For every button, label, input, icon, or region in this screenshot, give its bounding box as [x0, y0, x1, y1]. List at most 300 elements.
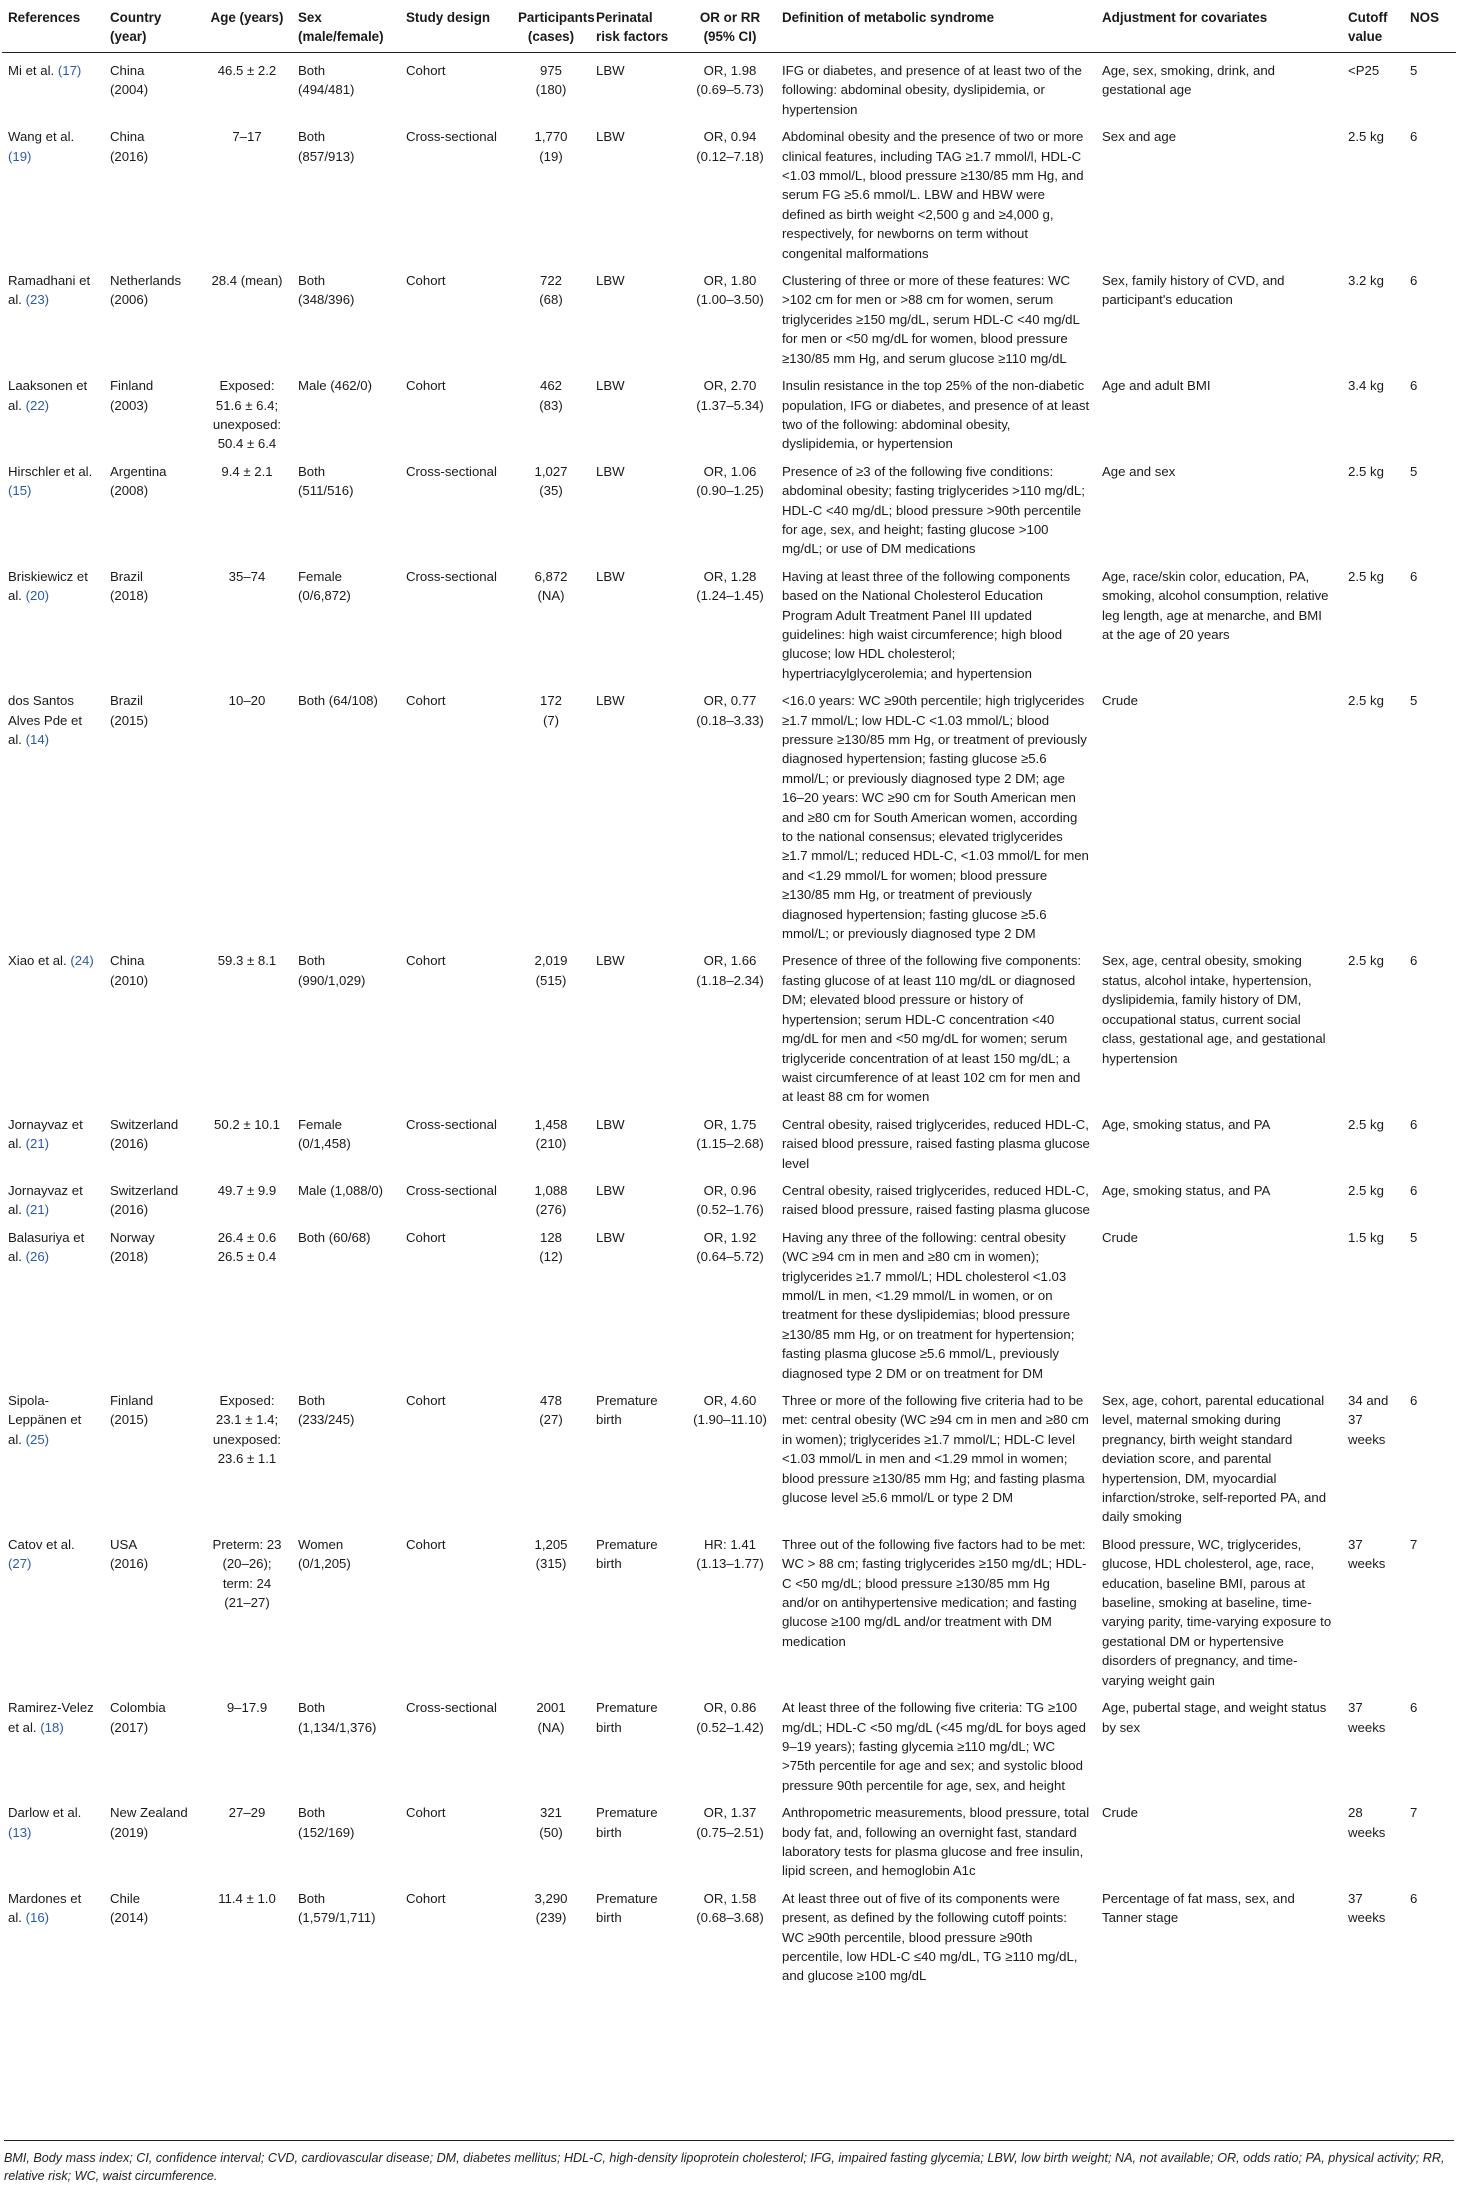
cell-reference — [2, 119, 104, 263]
risk-value: LBW — [596, 378, 625, 394]
cell-reference — [2, 683, 104, 943]
cell-nos — [1404, 1383, 1456, 1527]
nos-value: 6 — [1410, 378, 1418, 394]
participants-value: 975 — [539, 63, 562, 78]
cell-or — [684, 1690, 776, 1795]
header-sex: Sex (male/female) — [292, 0, 400, 53]
country-year: (2006) — [110, 292, 149, 308]
reference-citation-link: (17) — [57, 63, 82, 78]
country-year: (2003) — [110, 397, 149, 413]
adjustment-text: Sex, age, central obesity, smoking status, alcohol intake, hypertension, dyslipidemia, family history of DM, occupational status, current social class, gestational age, and gestational hypertension — [1102, 953, 1326, 1066]
header-risk-factors: Perinatal risk factors — [590, 0, 684, 53]
cutoff-value: 1.5 kg — [1348, 1229, 1384, 1245]
nos-value: 6 — [1410, 1700, 1418, 1716]
cell-or — [684, 454, 776, 559]
reference-citation-link: (15) — [8, 483, 32, 499]
cell-definition — [776, 943, 1096, 1106]
reference-name: Hirschler et al. — [8, 463, 93, 479]
or-value: HR: 1.41 — [703, 1536, 757, 1552]
cell-risk — [590, 1690, 684, 1795]
cell-nos — [1404, 943, 1456, 1106]
sex-value: Both — [298, 1393, 326, 1408]
nos-value: 7 — [1410, 1536, 1418, 1552]
cell-sex — [292, 1383, 400, 1527]
cell-age — [202, 559, 292, 683]
cell-design — [400, 1173, 512, 1220]
sex-count: (857/913) — [298, 148, 355, 164]
definition-text: IFG or diabetes, and presence of at least two of the following: abdominal obesity, dyslipidemia, or hypertension — [782, 63, 1082, 117]
cell-participants — [512, 559, 590, 683]
design-value: Cohort — [406, 63, 446, 78]
cell-sex — [292, 683, 400, 943]
cell-sex — [292, 1690, 400, 1795]
cases-value: (12) — [539, 1249, 563, 1265]
country-name: Chile — [110, 1890, 141, 1906]
sex-value: Both — [298, 1805, 326, 1821]
design-value: Cohort — [406, 378, 446, 394]
or-value: OR, 1.06 — [703, 463, 757, 479]
header-cutoff: Cutoff value — [1342, 0, 1404, 53]
table-row — [2, 1107, 1456, 1173]
design-value: Cohort — [406, 953, 446, 969]
country-year: (2018) — [110, 1249, 149, 1265]
design-value: Cross-sectional — [406, 1116, 497, 1132]
cell-adjustment — [1096, 119, 1342, 263]
cases-value: (83) — [539, 397, 563, 413]
cell-country — [104, 53, 202, 120]
reference-name: Sipola-Leppänen et al. — [8, 1393, 82, 1447]
reference-citation-link: (20) — [25, 588, 50, 604]
participants-value: 128 — [539, 1229, 562, 1245]
reference-name: Jornayvaz et al. — [8, 1182, 83, 1218]
cell-risk — [590, 1527, 684, 1690]
cell-definition — [776, 368, 1096, 454]
cell-country — [104, 1173, 202, 1220]
country-name: Brazil — [110, 693, 143, 709]
adjustment-text: Sex and age — [1102, 129, 1177, 145]
cell-design — [400, 1220, 512, 1383]
risk-value: LBW — [596, 273, 625, 289]
cell-reference — [2, 1220, 104, 1383]
ci-value: (0.12–7.18) — [696, 148, 764, 164]
sex-value: Both (60/68) — [298, 1229, 371, 1245]
cell-or — [684, 53, 776, 120]
age-value: 49.7 ± 9.9 — [217, 1182, 277, 1198]
country-year: (2015) — [110, 1412, 149, 1428]
definition-text: At least three out of five of its components were present, as defined by the following cutoff points: WC ≥90th percentile, blood pressure ≥90th percentile, low HDL-C ≤40 mg/dL, TG ≥110 mg/dL, and glucose ≥100 mg/dL — [782, 1890, 1078, 1984]
cell-design — [400, 119, 512, 263]
cell-age — [202, 1107, 292, 1173]
cell-nos — [1404, 1527, 1456, 1690]
cell-design — [400, 368, 512, 454]
cell-country — [104, 559, 202, 683]
design-value: Cross-sectional — [406, 1700, 497, 1716]
cell-nos — [1404, 1795, 1456, 1881]
cutoff-value: 2.5 kg — [1348, 1116, 1384, 1132]
cell-definition — [776, 1107, 1096, 1173]
cell-sex — [292, 1220, 400, 1383]
design-value: Cross-sectional — [406, 463, 497, 479]
cell-participants — [512, 263, 590, 368]
cell-definition — [776, 1383, 1096, 1527]
country-name: New Zealand — [110, 1805, 188, 1821]
participants-value: 462 — [539, 378, 562, 394]
nos-value: 6 — [1410, 129, 1418, 145]
cell-country — [104, 1881, 202, 1996]
cell-nos — [1404, 119, 1456, 263]
age-value: 9–17.9 — [226, 1700, 268, 1716]
sex-count: (1,579/1,711) — [298, 1910, 376, 1926]
cutoff-value: 2.5 kg — [1348, 129, 1384, 145]
cell-risk — [590, 1173, 684, 1220]
cell-country — [104, 1220, 202, 1383]
cutoff-value: 28 weeks — [1348, 1805, 1386, 1840]
country-name: China — [110, 953, 145, 969]
reference-citation-link: (26) — [25, 1249, 50, 1265]
design-value: Cohort — [406, 273, 446, 289]
cell-definition — [776, 1173, 1096, 1220]
ci-value: (1.90–11.10) — [693, 1412, 767, 1428]
age-value: 26.4 ± 0.6 26.5 ± 0.4 — [217, 1229, 277, 1265]
risk-value: Premature birth — [596, 1393, 658, 1428]
nos-value: 5 — [1410, 693, 1418, 709]
participants-value: 3,290 — [534, 1890, 568, 1906]
header-or-rr: OR or RR (95% CI) — [684, 0, 776, 53]
participants-value: 1,088 — [534, 1182, 568, 1198]
cell-or — [684, 1107, 776, 1173]
reference-name: Darlow et al. — [8, 1805, 82, 1821]
ci-value: (1.18–2.34) — [696, 972, 764, 988]
reference-citation-link: (14) — [25, 732, 50, 747]
ci-value: (1.13–1.77) — [696, 1556, 764, 1572]
cell-or — [684, 1173, 776, 1220]
table-row — [2, 454, 1456, 559]
reference-citation-link: (18) — [40, 1719, 64, 1735]
sex-value: Female — [298, 568, 342, 584]
ci-value: (0.52–1.42) — [696, 1719, 764, 1735]
cell-participants — [512, 683, 590, 943]
reference-name: Laaksonen et al. — [8, 378, 88, 413]
sex-value: Male (462/0) — [298, 378, 373, 394]
cutoff-value: 2.5 kg — [1348, 953, 1384, 969]
cell-country — [104, 1107, 202, 1173]
nos-value: 6 — [1410, 1182, 1418, 1198]
cell-nos — [1404, 1690, 1456, 1795]
cell-cutoff — [1342, 1173, 1404, 1220]
reference-name: Xiao et al. — [8, 953, 71, 969]
cell-or — [684, 1220, 776, 1383]
cutoff-value: 2.5 kg — [1348, 568, 1384, 584]
header-adjustment: Adjustment for covariates — [1096, 0, 1342, 53]
cell-age — [202, 1383, 292, 1527]
cell-definition — [776, 53, 1096, 120]
ci-value: (1.24–1.45) — [696, 588, 764, 604]
cell-or — [684, 1795, 776, 1881]
cutoff-value: 37 weeks — [1348, 1700, 1386, 1735]
cell-reference — [2, 943, 104, 1106]
or-value: OR, 0.77 — [703, 693, 757, 709]
ci-value: (0.68–3.68) — [696, 1910, 764, 1926]
country-name: Argentina — [110, 463, 167, 479]
age-value: Exposed: 51.6 ± 6.4; unexposed: 50.4 ± 6.4 — [212, 378, 282, 452]
cell-reference — [2, 53, 104, 120]
risk-value: Premature birth — [596, 1700, 658, 1735]
adjustment-text: Crude — [1102, 1229, 1138, 1245]
reference-citation-link: (27) — [8, 1556, 32, 1572]
cell-adjustment — [1096, 454, 1342, 559]
cell-risk — [590, 683, 684, 943]
reference-citation-link: (13) — [8, 1824, 32, 1840]
adjustment-text: Age and adult BMI — [1102, 378, 1211, 394]
cell-reference — [2, 454, 104, 559]
cases-value: (27) — [539, 1412, 563, 1428]
ci-value: (0.69–5.73) — [696, 82, 764, 98]
cases-value: (NA) — [537, 588, 565, 604]
cell-participants — [512, 1690, 590, 1795]
design-value: Cohort — [406, 693, 446, 709]
cell-sex — [292, 53, 400, 120]
cell-sex — [292, 263, 400, 368]
cell-adjustment — [1096, 53, 1342, 120]
cases-value: (276) — [535, 1202, 567, 1218]
cell-nos — [1404, 1173, 1456, 1220]
cell-cutoff — [1342, 943, 1404, 1106]
cell-age — [202, 1881, 292, 1996]
cell-risk — [590, 559, 684, 683]
or-value: OR, 0.96 — [703, 1182, 757, 1198]
cell-cutoff — [1342, 683, 1404, 943]
ci-value: (1.15–2.68) — [696, 1136, 764, 1152]
cell-reference — [2, 1527, 104, 1690]
or-value: OR, 1.80 — [703, 273, 757, 289]
age-value: 35–74 — [228, 568, 266, 584]
sex-count: (348/396) — [298, 292, 355, 308]
cell-design — [400, 263, 512, 368]
age-value: 11.4 ± 1.0 — [218, 1890, 276, 1906]
cell-participants — [512, 368, 590, 454]
risk-value: LBW — [596, 568, 625, 584]
country-name: China — [110, 129, 145, 145]
participants-value: 722 — [539, 273, 562, 289]
cell-nos — [1404, 1107, 1456, 1173]
design-value: Cross-sectional — [406, 568, 497, 584]
cell-reference — [2, 1383, 104, 1527]
design-value: Cohort — [406, 1805, 446, 1821]
cell-nos — [1404, 454, 1456, 559]
table-row — [2, 263, 1456, 368]
sex-count: (494/481) — [298, 82, 355, 98]
cell-participants — [512, 1527, 590, 1690]
cell-definition — [776, 683, 1096, 943]
country-name: Colombia — [110, 1700, 166, 1716]
header-nos: NOS — [1404, 0, 1456, 53]
age-value: 7–17 — [232, 129, 262, 145]
table-row — [2, 53, 1456, 120]
cell-adjustment — [1096, 1220, 1342, 1383]
nos-value: 6 — [1410, 1116, 1418, 1132]
cell-cutoff — [1342, 119, 1404, 263]
cases-value: (NA) — [537, 1719, 565, 1735]
adjustment-text: Sex, family history of CVD, and participant's education — [1102, 273, 1285, 308]
definition-text: Central obesity, raised triglycerides, reduced HDL-C, raised blood pressure, raised fasting plasma glucose — [782, 1182, 1090, 1218]
reference-name: Jornayvaz et al. — [8, 1116, 83, 1152]
risk-value: LBW — [596, 693, 625, 709]
design-value: Cross-sectional — [406, 1182, 497, 1198]
cell-age — [202, 454, 292, 559]
cell-risk — [590, 1383, 684, 1527]
cell-nos — [1404, 683, 1456, 943]
sex-value: Both — [298, 463, 326, 479]
cases-value: (68) — [539, 292, 563, 308]
cell-age — [202, 1795, 292, 1881]
country-year: (2016) — [110, 148, 149, 164]
cell-sex — [292, 1527, 400, 1690]
cell-design — [400, 683, 512, 943]
cell-adjustment — [1096, 1383, 1342, 1527]
age-value: Preterm: 23 (20–26); term: 24 (21–27) — [212, 1536, 282, 1611]
cell-reference — [2, 1690, 104, 1795]
cell-adjustment — [1096, 368, 1342, 454]
cell-country — [104, 1690, 202, 1795]
reference-name: Mardones et al. — [8, 1890, 82, 1926]
definition-text: Three or more of the following five criteria had to be met: central obesity (WC ≥94 cm in men and ≥80 cm in women); triglycerides ≥1.7 mmol/L; HDL-C level <1.03 mmol/L in men and <1.29 mmol in women; blood pressure ≥130/85 mm Hg; and fasting plasma glucose level ≥5.6 mmol/L or type 2 DM — [782, 1393, 1089, 1506]
cell-nos — [1404, 1220, 1456, 1383]
cell-adjustment — [1096, 263, 1342, 368]
cell-nos — [1404, 263, 1456, 368]
or-value: OR, 1.66 — [703, 953, 757, 969]
ci-value: (0.90–1.25) — [696, 483, 764, 499]
cell-reference — [2, 1173, 104, 1220]
cell-design — [400, 454, 512, 559]
table-row — [2, 1690, 1456, 1795]
cell-or — [684, 559, 776, 683]
cutoff-value: <P25 — [1348, 63, 1380, 78]
sex-count: (233/245) — [298, 1412, 355, 1428]
cell-sex — [292, 1795, 400, 1881]
cases-value: (515) — [535, 972, 567, 988]
cell-nos — [1404, 1881, 1456, 1996]
table-header — [2, 0, 1456, 53]
cell-adjustment — [1096, 1690, 1342, 1795]
country-name: Switzerland — [110, 1116, 179, 1132]
country-year: (2017) — [110, 1719, 149, 1735]
cell-risk — [590, 943, 684, 1106]
cases-value: (35) — [539, 483, 563, 499]
cell-sex — [292, 119, 400, 263]
cell-reference — [2, 263, 104, 368]
sex-value: Male (1,088/0) — [298, 1182, 384, 1198]
participants-value: 1,205 — [534, 1536, 568, 1552]
cutoff-value: 34 and 37 weeks — [1348, 1393, 1389, 1447]
country-year: (2015) — [110, 712, 149, 728]
table-row — [2, 368, 1456, 454]
age-value: 28.4 (mean) — [211, 273, 283, 289]
cell-participants — [512, 1795, 590, 1881]
nos-value: 7 — [1410, 1805, 1418, 1821]
cases-value: (239) — [535, 1910, 567, 1926]
adjustment-text: Age, race/skin color, education, PA, smoking, alcohol consumption, relative leg length, age at menarche, and BMI at the age of 20 years — [1102, 568, 1329, 642]
sex-value: Female — [298, 1116, 342, 1132]
cell-cutoff — [1342, 53, 1404, 120]
cell-participants — [512, 1881, 590, 1996]
cases-value: (315) — [535, 1556, 567, 1572]
cell-country — [104, 368, 202, 454]
cell-risk — [590, 1220, 684, 1383]
table-row — [2, 559, 1456, 683]
cell-country — [104, 683, 202, 943]
definition-text: At least three of the following five criteria: TG ≥100 mg/dL; HDL-C <50 mg/dL (<45 mg/dL for boys aged 9–19 years); fasting glycemia ≥110 mg/dL; WC >75th percentile for age and sex; and systolic blood pressure 90th percentile for age, sex, and height — [782, 1700, 1086, 1793]
cell-reference — [2, 368, 104, 454]
cutoff-value: 2.5 kg — [1348, 463, 1384, 479]
cell-or — [684, 1383, 776, 1527]
nos-value: 6 — [1410, 953, 1418, 969]
table-row — [2, 683, 1456, 943]
risk-value: Premature birth — [596, 1890, 658, 1926]
cell-definition — [776, 119, 1096, 263]
cell-definition — [776, 1881, 1096, 1996]
header-participants: Participants (cases) — [512, 0, 590, 53]
or-value: OR, 2.70 — [703, 378, 757, 394]
ci-value: (1.37–5.34) — [696, 397, 764, 413]
cell-reference — [2, 1795, 104, 1881]
cell-sex — [292, 1881, 400, 1996]
age-value: 10–20 — [228, 693, 266, 709]
reference-citation-link: (23) — [25, 292, 50, 308]
sex-value: Both — [298, 1890, 326, 1906]
reference-citation-link: (25) — [25, 1431, 50, 1447]
cell-or — [684, 119, 776, 263]
sex-count: (1,134/1,376) — [298, 1719, 377, 1735]
ci-value: (0.64–5.72) — [696, 1249, 764, 1265]
adjustment-text: Age, pubertal stage, and weight status by sex — [1102, 1700, 1327, 1735]
cell-country — [104, 943, 202, 1106]
country-name: Switzerland — [110, 1182, 179, 1198]
cell-cutoff — [1342, 263, 1404, 368]
cell-country — [104, 454, 202, 559]
cell-risk — [590, 1107, 684, 1173]
cell-age — [202, 53, 292, 120]
reference-name: Catov et al. — [8, 1536, 75, 1552]
cell-country — [104, 1383, 202, 1527]
reference-citation-link: (16) — [25, 1910, 50, 1926]
cell-design — [400, 1383, 512, 1527]
cell-or — [684, 683, 776, 943]
cell-or — [684, 943, 776, 1106]
design-value: Cohort — [406, 1890, 446, 1906]
table-row — [2, 1173, 1456, 1220]
reference-name: Briskiewicz et al. — [8, 568, 88, 604]
cell-country — [104, 119, 202, 263]
risk-value: Premature birth — [596, 1536, 658, 1572]
cell-age — [202, 263, 292, 368]
cell-participants — [512, 119, 590, 263]
age-value: 46.5 ± 2.2 — [217, 63, 277, 78]
country-year: (2016) — [110, 1556, 149, 1572]
participants-value: 2,019 — [534, 953, 568, 969]
header-study-design: Study design — [400, 0, 512, 53]
sex-count: (0/6,872) — [298, 588, 351, 604]
cases-value: (7) — [542, 712, 560, 728]
country-year: (2014) — [110, 1910, 149, 1926]
cell-country — [104, 1795, 202, 1881]
definition-text: Presence of ≥3 of the following five conditions: abdominal obesity; fasting triglycerides >110 mg/dL; HDL-C <40 mg/dL; blood pressure >90th percentile for age, sex, and height; fasting glucose >100 mg/dL; or use of DM medications — [782, 463, 1085, 557]
participants-value: 2001 — [536, 1700, 566, 1716]
adjustment-text: Percentage of fat mass, sex, and Tanner stage — [1102, 1890, 1295, 1926]
country-name: Finland — [110, 1393, 154, 1408]
cutoff-value: 3.4 kg — [1348, 378, 1384, 394]
participants-value: 1,770 — [534, 129, 568, 145]
cell-participants — [512, 943, 590, 1106]
